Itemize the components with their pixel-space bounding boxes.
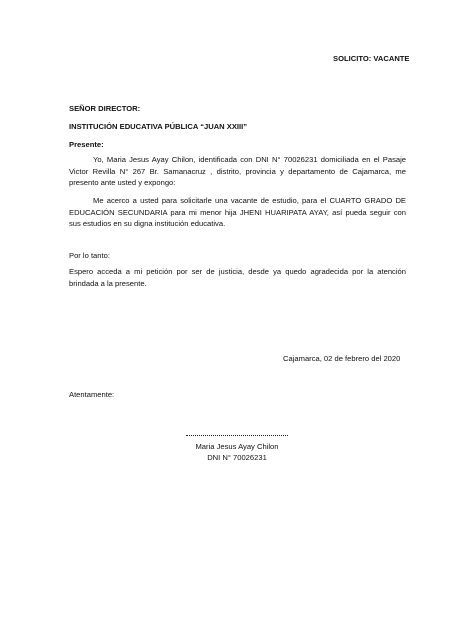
signature-line [186,435,288,436]
greeting: Presente: [69,140,104,149]
signature-id: DNI N° 70026231 [207,453,267,462]
recipient-institution: INSTITUCIÓN EDUCATIVA PÚBLICA “JUAN XXIII” [69,122,248,131]
farewell: Atentamente: [69,390,115,399]
signature-name: Maria Jesus Ayay Chilon [195,442,279,451]
intro-text: Yo, Maria Jesus Ayay Chilon, identificada con DNI N° 70026231 domiciliada en el Pasaje Victor Revilla N° 267 Br. Samanacruz , distrito, provincia y departamento de Cajamarca, me presento ante usted y expongo: [69,155,406,187]
closing-text: Espero acceda a mi petición por ser de justicia, desde ya quedo agradecida por la atención brindada a la presente. [69,267,406,288]
date-line: Cajamarca, 02 de febrero del 2020 [283,354,401,363]
request-text: Me acerco a usted para solicitarle una vacante de estudio, para el CUARTO GRADO DE EDUCACIÓN SECUNDARIA para mi menor hija JHENI HUARIPATA AYAY, así pueda seguir con sus estudios en su digna institución educativa. [69,196,406,228]
subject-line: SOLICITO: VACANTE [333,54,410,63]
recipient-title: SEÑOR DIRECTOR: [69,104,141,113]
intro-paragraph [69,154,406,189]
therefore-label: Por lo tanto: [69,251,110,260]
request-paragraph [69,195,406,230]
closing-paragraph [69,266,406,289]
